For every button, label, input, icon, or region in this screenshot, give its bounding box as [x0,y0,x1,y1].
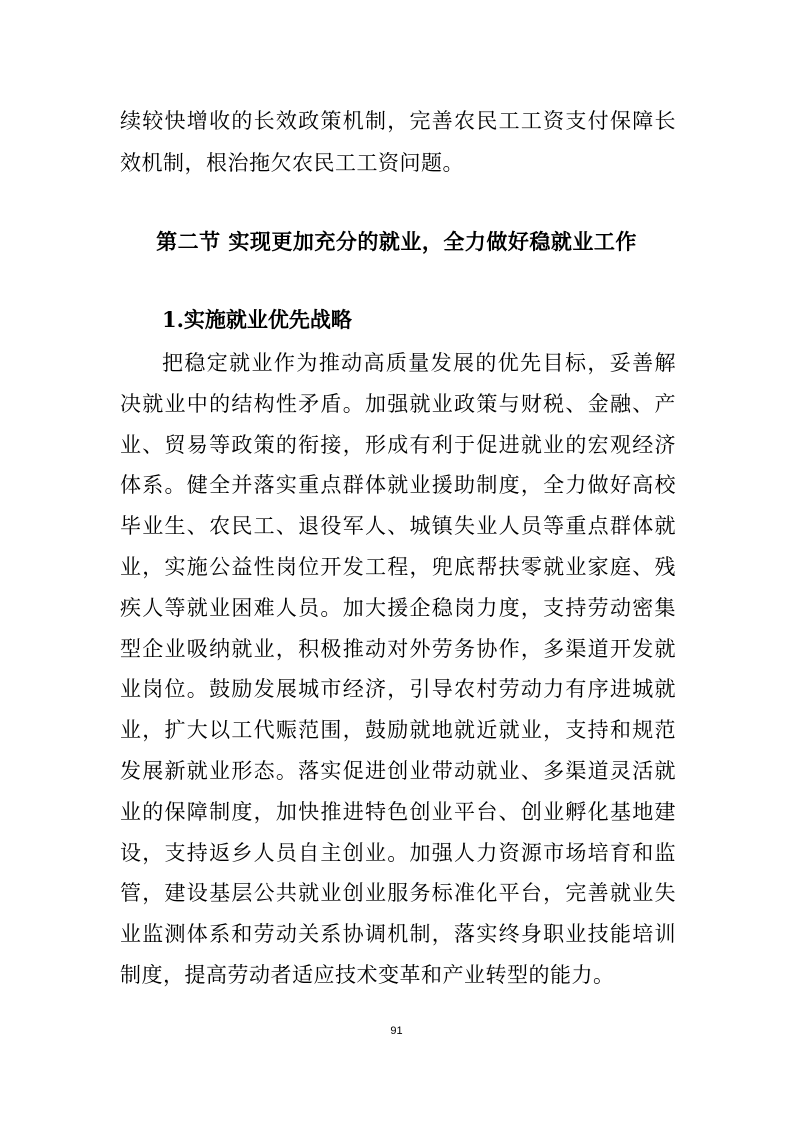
section-heading: 第二节 实现更加充分的就业，全力做好稳就业工作 [156,229,637,254]
continuation-paragraph: 续较快增收的长效政策机制，完善农民工工资支付保障长效机制，根治拖欠农民工工资问题。 [120,109,676,175]
subsection-heading: 1.实施就业优先战略 [162,307,352,332]
body-paragraph: 把稳定就业作为推动高质量发展的优先目标，妥善解决就业中的结构性矛盾。加强就业政策与财税、金融、产业、贸易等政策的衔接，形成有利于促进就业的宏观经济体系。健全并落实重点群体就业援助制度，全力做好高校毕业生、农民工、退役军人、城镇失业人员等重点群体就业，实施公益性岗位开发工程，兜底帮扶零就业家庭、残疾人等就业困难人员。加大援企稳岗力度，支持劳动密集型企业吸纳就业，积极推动对外劳务协作，多渠道开发就业岗位。鼓励发展城市经济，引导农村劳动力有序进城就业，扩大以工代赈范围，鼓励就地就近就业，支持和规范发展新就业形态。落实促进创业带动就业、多渠道灵活就业的保障制度，加快推进特色创业平台、创业孵化基地建设，支持返乡人员自主创业。加强人力资源市场培育和监管，建设基层公共就业创业服务标准化平台，完善就业失业监测体系和劳动关系协调机制，落实终身职业技能培训制度，提高劳动者适应技术变革和产业转型的能力。 [120,351,676,987]
page-number: 91 [390,1025,403,1037]
